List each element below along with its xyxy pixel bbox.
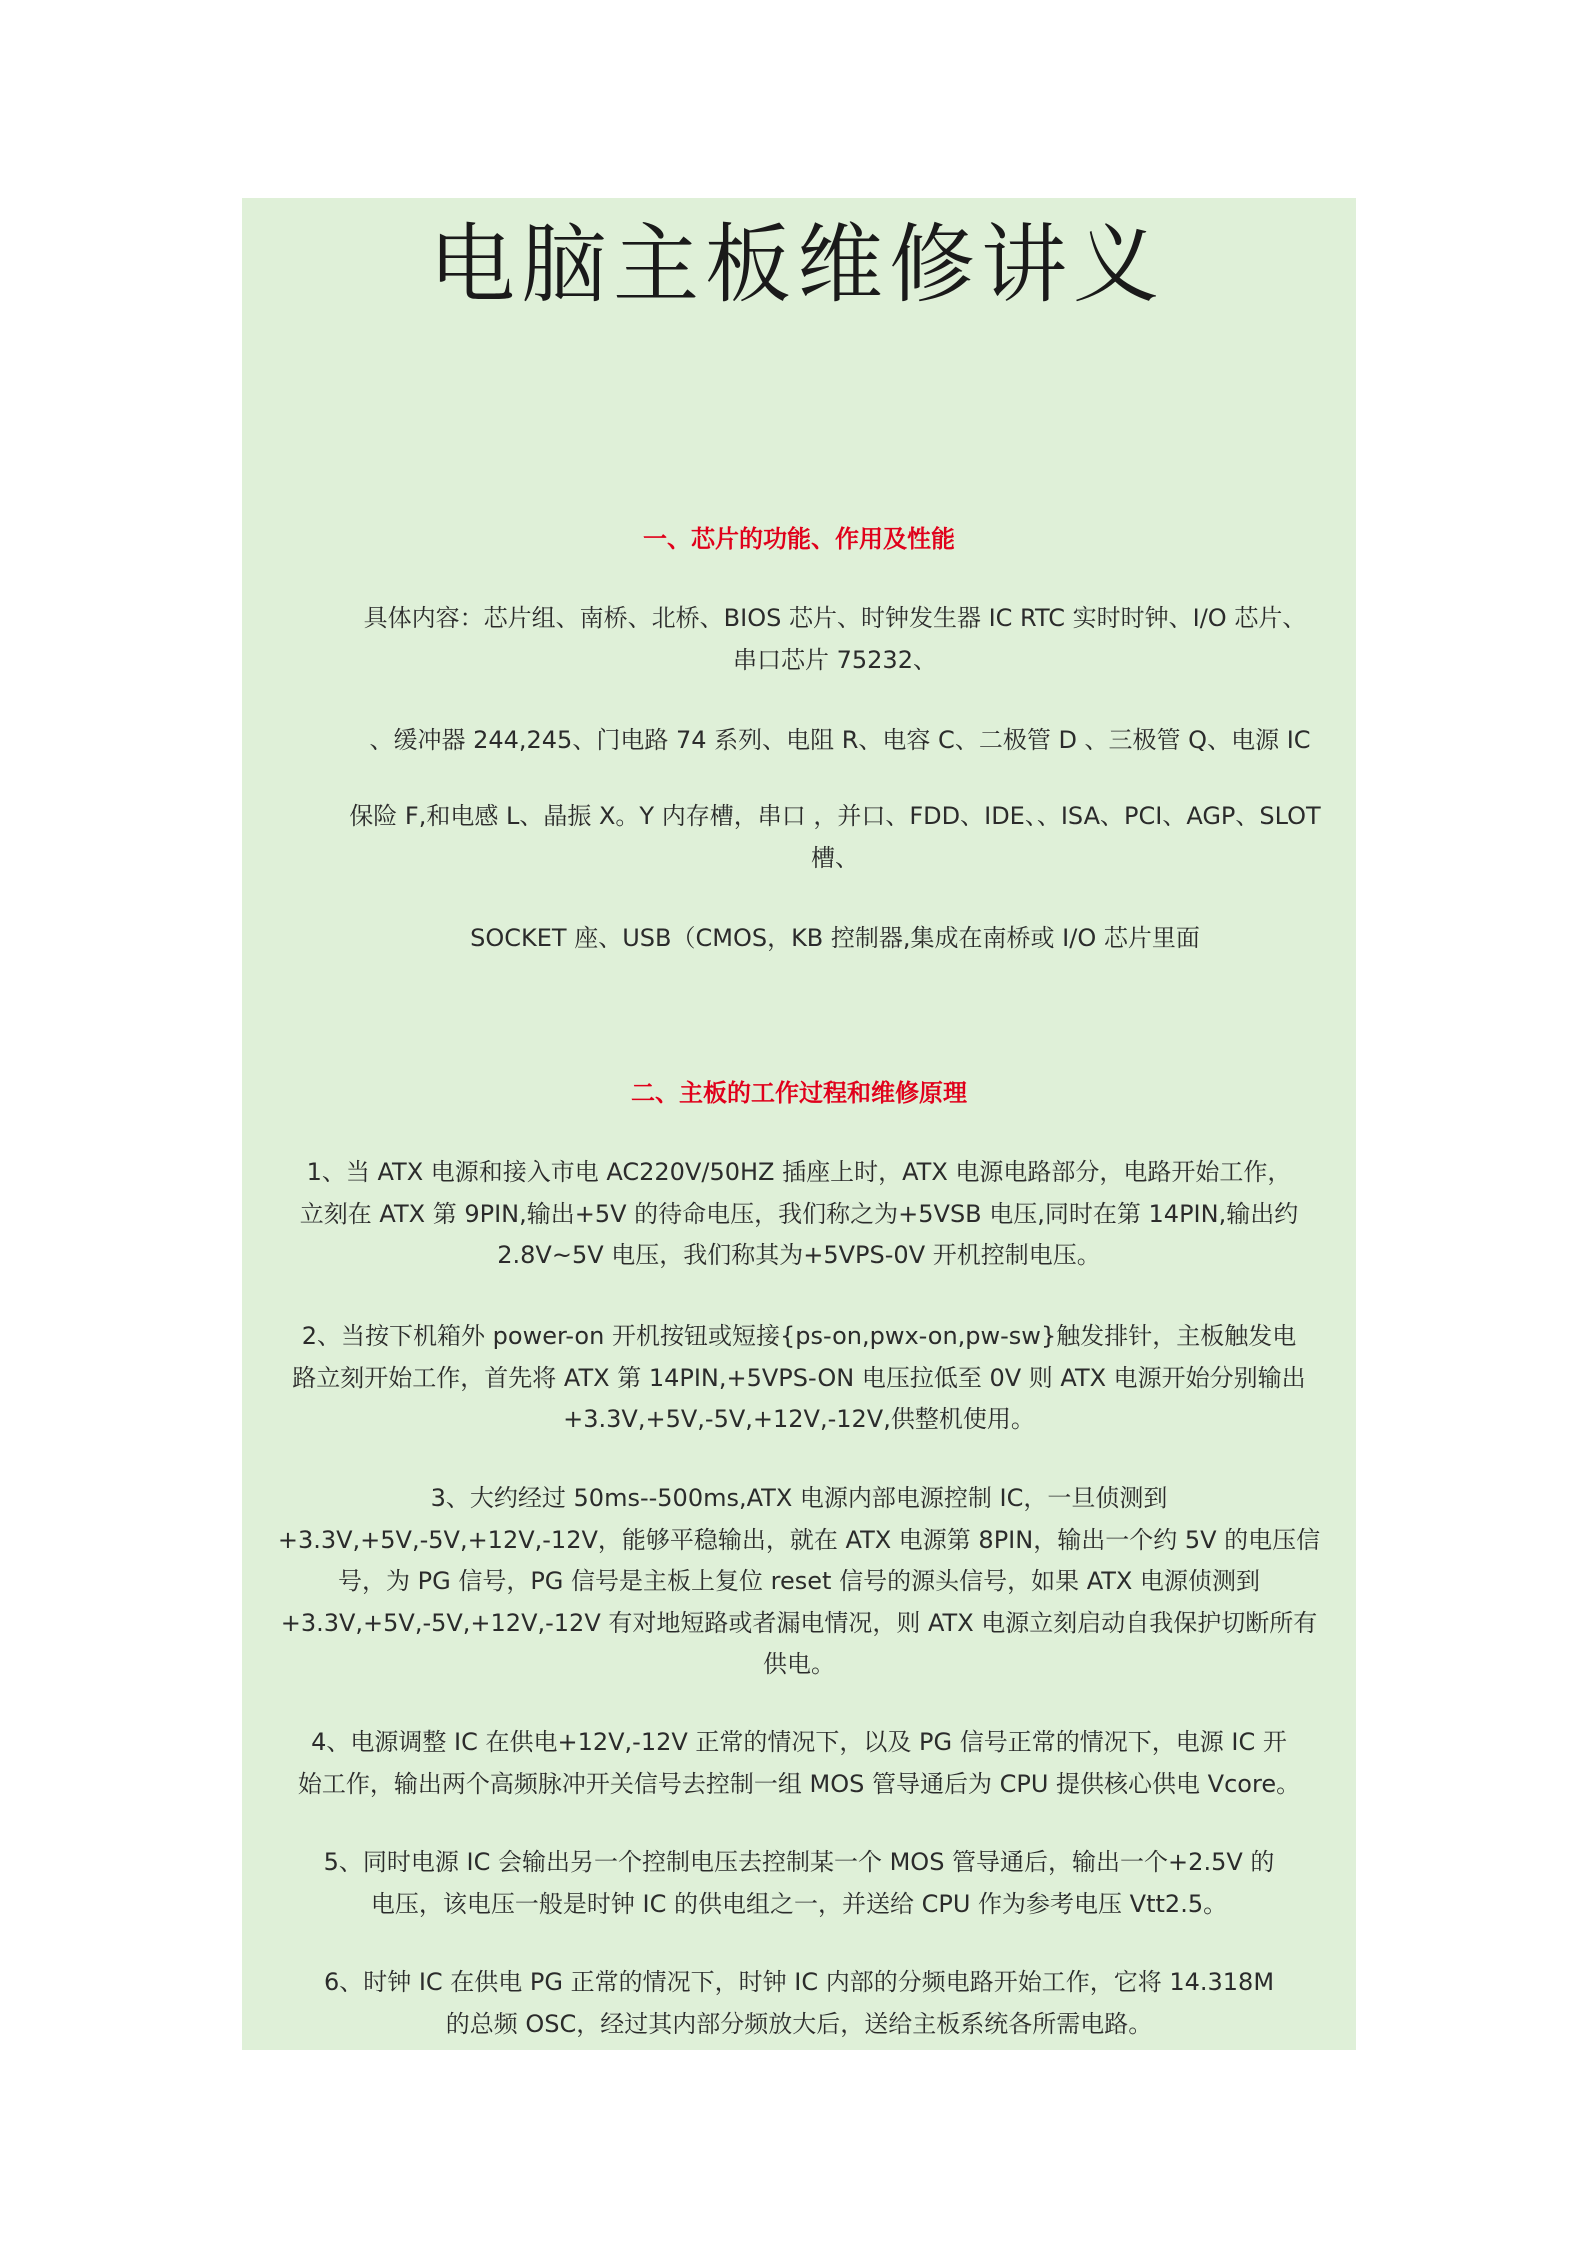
section-1-paragraph-3 — [290, 796, 1380, 879]
section-2-paragraph-4-line-1: 4、电源调整 IC 在供电+12V,-12V 正常的情况下，以及 PG 信号正常的情况下，电源 IC 开 — [311, 1728, 1287, 1756]
section-1-paragraph-1-line-1: 具体内容：芯片组、南桥、北桥、BIOS 芯片、时钟发生器 IC RTC 实时时钟、I/O 芯片、 — [363, 604, 1307, 632]
section-2-heading: 二、主板的工作过程和维修原理 — [631, 1079, 967, 1107]
section-2-paragraph-6-line-1: 6、时钟 IC 在供电 PG 正常的情况下，时钟 IC 内部的分频电路开始工作，它将 14.318M — [323, 1968, 1275, 1996]
section-2-paragraph-1-line-1: 1、当 ATX 电源和接入市电 AC220V/50HZ 插座上时，ATX 电源电路部分，电路开始工作， — [306, 1158, 1292, 1186]
section-1-paragraph-3-line-1: 保险 F,和电感 L、晶振 X。Y 内存槽，串口 ，并口、FDD、IDE、、ISA、PCI、AGP、SLOT — [349, 802, 1321, 830]
section-1-heading: 一、芯片的功能、作用及性能 — [643, 525, 955, 553]
section-1-paragraph-4-line-1: SOCKET 座、USB（CMOS，KB 控制器,集成在南桥或 I/O 芯片里面 — [470, 924, 1200, 952]
section-2-paragraph-3-line-5: 供电。 — [763, 1650, 835, 1678]
section-2-paragraph-2 — [246, 1316, 1352, 1441]
section-2-paragraph-6 — [246, 1962, 1352, 2045]
section-2-paragraph-5-line-1: 5、同时电源 IC 会输出另一个控制电压去控制某一个 MOS 管导通后，输出一个+2.5V 的 — [323, 1848, 1275, 1876]
section-2-paragraph-2-line-3: +3.3V,+5V,-5V,+12V,-12V,供整机使用。 — [563, 1405, 1035, 1433]
section-2-paragraph-6-line-2: 的总频 OSC，经过其内部分频放大后，送给主板系统各所需电路。 — [445, 2009, 1153, 2038]
section-1-paragraph-2 — [300, 720, 1380, 762]
section-2-paragraph-3-line-4: +3.3V,+5V,-5V,+12V,-12V 有对地短路或者漏电情况，则 ATX 电源立刻启动自我保护切断所有 — [280, 1608, 1318, 1637]
section-2-paragraph-5-line-2: 电压，该电压一般是时钟 IC 的供电组之一，并送给 CPU 作为参考电压 Vtt2.5。 — [370, 1889, 1228, 1918]
section-1-paragraph-3-line-2: 槽、 — [811, 843, 859, 872]
section-2-paragraph-1-line-2: 立刻在 ATX 第 9PIN,输出+5V 的待命电压，我们称之为+5VSB 电压,同时在第 14PIN,输出约 — [299, 1199, 1299, 1228]
section-1-paragraph-2-line-1: 、缓冲器 244,245、门电路 74 系列、电阻 R、电容 C、二极管 D 、三极管 Q、电源 IC — [369, 726, 1311, 754]
section-2-paragraph-4-line-2: 始工作，输出两个高频脉冲开关信号去控制一组 MOS 管导通后为 CPU 提供核心供电 Vcore。 — [297, 1769, 1301, 1798]
section-1-paragraph-1 — [290, 598, 1380, 681]
section-2-paragraph-5 — [246, 1842, 1352, 1925]
section-2-paragraph-1 — [246, 1152, 1352, 1277]
section-2-paragraph-1-line-3: 2.8V~5V 电压，我们称其为+5VPS-0V 开机控制电压。 — [497, 1241, 1101, 1269]
section-2-paragraph-3-line-2: +3.3V,+5V,-5V,+12V,-12V，能够平稳输出，就在 ATX 电源第 8PIN，输出一个约 5V 的电压信 — [277, 1525, 1321, 1554]
section-2-paragraph-3-line-1: 3、大约经过 50ms--500ms,ATX 电源内部电源控制 IC，一旦侦测到 — [430, 1484, 1168, 1512]
section-1-paragraph-1-line-2: 串口芯片 75232、 — [733, 645, 937, 674]
section-2-paragraph-3-line-3: 号，为 PG 信号，PG 信号是主板上复位 reset 信号的源头信号，如果 ATX 电源侦测到 — [338, 1567, 1260, 1595]
section-2-paragraph-3 — [246, 1478, 1352, 1686]
section-1-paragraph-4 — [290, 918, 1380, 960]
section-2-paragraph-4 — [246, 1722, 1352, 1805]
section-2-paragraph-2-line-2: 路立刻开始工作，首先将 ATX 第 14PIN,+5VPS-ON 电压拉低至 0V 则 ATX 电源开始分别输出 — [292, 1363, 1306, 1392]
document-title: 电脑主板维修讲义 — [429, 215, 1165, 315]
section-2-paragraph-2-line-1: 2、当按下机箱外 power-on 开机按钮或短接{ps-on,pwx-on,pw-sw}触发排针，主板触发电 — [301, 1322, 1297, 1350]
